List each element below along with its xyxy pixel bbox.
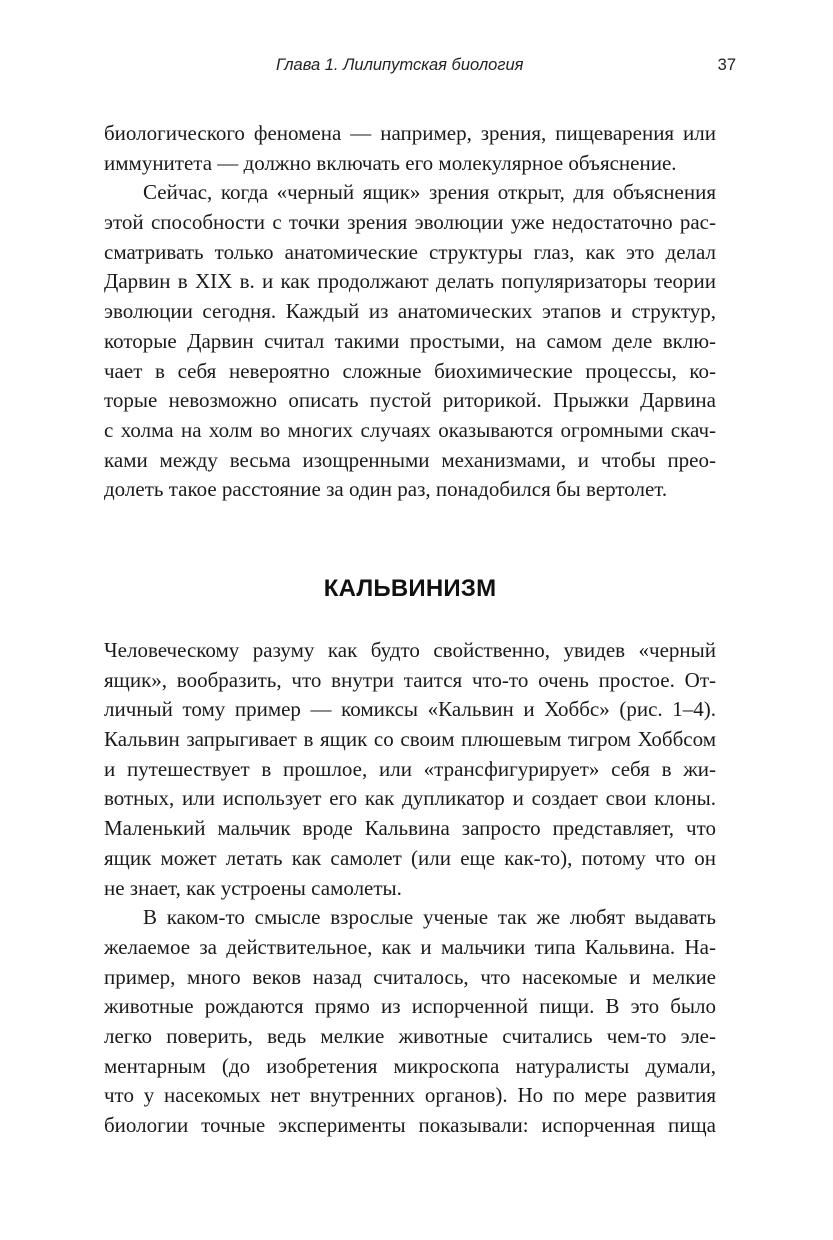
text-line: долеть такое расстояние за один раз, понадобился бы вертолет.: [104, 477, 668, 502]
text-line: личный тому пример — комиксы «Кальвин и Хоббс» (рис. 1–4).: [104, 697, 716, 722]
text-line: биологии точные эксперименты показывали: испорченная пища: [104, 1113, 716, 1137]
text-line: что у насекомых нет внутренних органов). Но по мере развития: [104, 1083, 716, 1108]
text-line: легко поверить, ведь мелкие животные считались чем-то эле-: [104, 1023, 716, 1048]
text-line: В каком-то смысле взрослые ученые так же любят выдавать: [143, 905, 716, 930]
page-number: 37: [717, 56, 736, 74]
text-line: биологического феномена — например, зрения, пищеварения или: [104, 121, 716, 145]
text-line: торые невозможно описать пустой риторикой. Прыжки Дарвина: [104, 388, 716, 413]
section-heading: КАЛЬВИНИЗМ: [323, 575, 497, 602]
text-line: Дарвин в XIX в. и как продолжают делать популяризаторы теории: [104, 269, 716, 294]
text-line: ящик может летать как самолет (или еще как-то), потому что он: [104, 845, 716, 870]
text-line: Маленький мальчик вроде Кальвина запросто представляет, что: [104, 816, 716, 841]
text-line: пример, много веков назад считалось, что насекомые и мелкие: [104, 964, 716, 989]
text-line: сматривать только анатомические структуры глаз, как это делал: [104, 239, 716, 264]
text-line: Человеческому разуму как будто свойственно, увидев «черный: [104, 638, 716, 662]
body-text-section-1: [104, 119, 716, 505]
body-text-section-2: [104, 636, 716, 1141]
text-line: и путешествует в прошлое, или «трансфигурирует» себя в жи-: [104, 756, 716, 781]
text-line: ментарным (до изобретения микроскопа натуралисты думали,: [104, 1053, 716, 1078]
text-line: с холма на холм во многих случаях оказываются огромными скач-: [104, 417, 716, 442]
text-line: эволюции сегодня. Каждый из анатомических этапов и структур,: [104, 299, 716, 324]
text-line: Кальвин запрыгивает в ящик со своим плюшевым тигром Хоббсом: [104, 727, 716, 752]
text-line: вотных, или использует его как дупликатор и создает свои клоны.: [104, 786, 716, 811]
paragraph: [104, 636, 716, 903]
text-line: ками между весьма изощренными механизмами, и чтобы прео-: [104, 447, 716, 472]
text-line: чает в себя невероятно сложные биохимические процессы, ко-: [104, 358, 716, 383]
text-line: животные рождаются прямо из испорченной пищи. В это было: [104, 994, 716, 1019]
paragraph: [104, 178, 716, 505]
running-title: Глава 1. Лилипутская биология: [276, 56, 524, 74]
text-line: Сейчас, когда «черный ящик» зрения открыт, для объяснения: [143, 180, 716, 205]
text-line: не знает, как устроены самолеты.: [104, 875, 402, 900]
text-line: иммунитета — должно включать его молекулярное объяснение.: [104, 150, 677, 175]
text-line: желаемое за действительное, как и мальчики типа Кальвина. На-: [104, 934, 716, 959]
text-line: которые Дарвин считал такими простыми, на самом деле вклю-: [104, 328, 716, 353]
text-line: этой способности с точки зрения эволюции уже недостаточно рас-: [104, 210, 716, 235]
text-line: ящик», вообразить, что внутри таится что-то очень простое. От-: [104, 667, 716, 692]
paragraph: [104, 119, 716, 178]
running-header: [104, 56, 736, 80]
paragraph: [104, 903, 716, 1141]
